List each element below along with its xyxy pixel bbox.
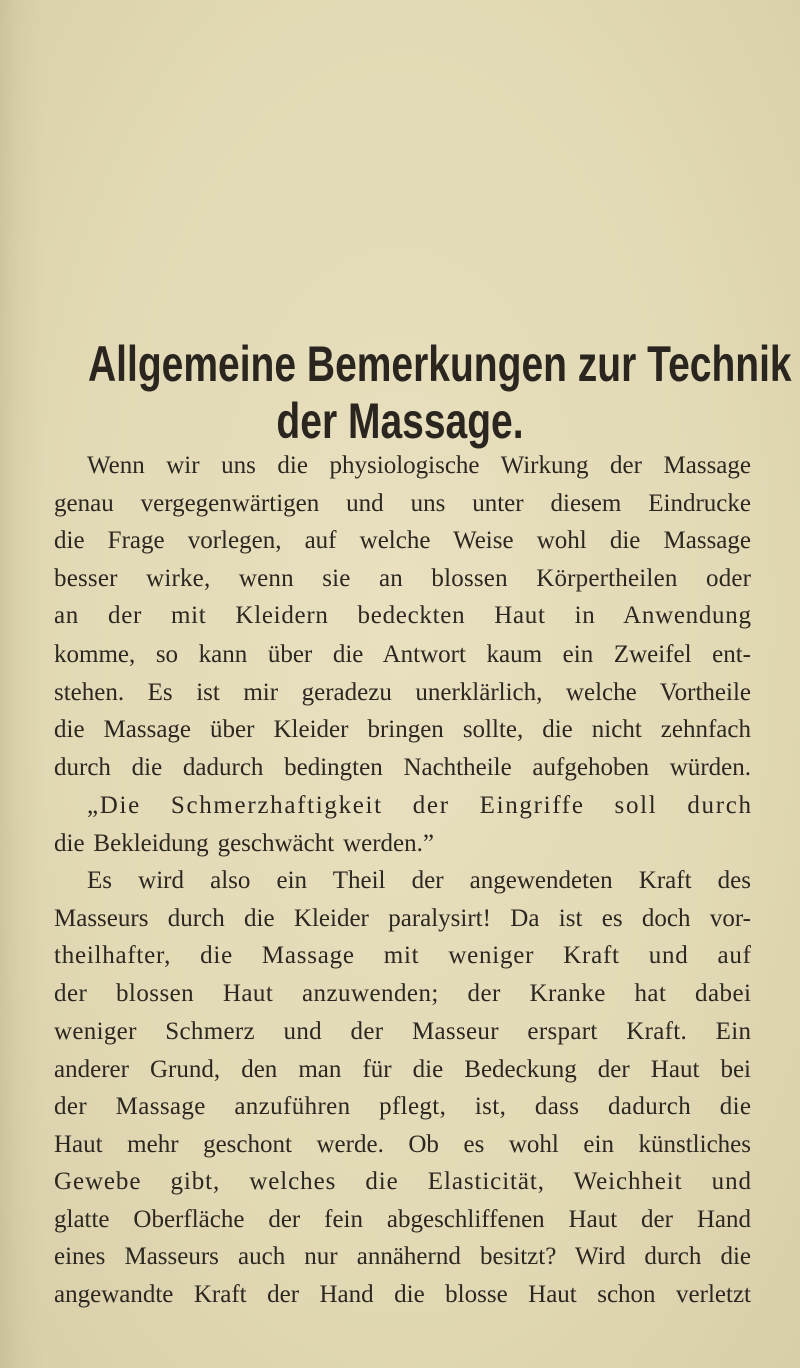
text-line-2: genau vergegenwärtigen und uns unter diesem Eindrucke [54, 490, 751, 517]
text-line-1: Wenn wir uns die physiologische Wirkung der Massage [87, 452, 751, 479]
text-line-6: komme, so kann über die Antwort kaum ein Zweifel ent- [54, 641, 751, 668]
text-line-23: angewandte Kraft der Hand die blosse Haut schon verletzt [54, 1281, 751, 1308]
text-line-14: theilhafter, die Massage mit weniger Kraft und auf [54, 942, 752, 969]
text-line-11: die Bekleidung geschwächt werden.” [54, 830, 434, 857]
text-line-18: der Massage anzuführen pflegt, ist, dass dadurch die [54, 1093, 752, 1120]
chapter-title-line-2: der Massage. [276, 393, 524, 449]
text-line-8: die Massage über Kleider bringen sollte, die nicht zehnfach [54, 716, 751, 743]
text-line-12: Es wird also ein Theil der angewendeten Kraft des [87, 867, 751, 894]
text-line-16: weniger Schmerz und der Masseur erspart Kraft. Ein [54, 1018, 752, 1045]
text-line-3: die Frage vorlegen, auf welche Weise wohl die Massage [54, 527, 751, 554]
text-line-17: anderer Grund, den man für die Bedeckung der Haut bei [54, 1056, 751, 1083]
chapter-title-line-1: Allgemeine Bemerkungen zur Technik [88, 336, 792, 392]
text-line-22: eines Masseurs auch nur annähernd besitzt? Wird durch die [54, 1243, 751, 1270]
text-line-15: der blossen Haut anzuwenden; der Kranke hat dabei [54, 980, 752, 1007]
text-line-4: besser wirke, wenn sie an blossen Körpertheilen oder [54, 565, 752, 592]
text-line-5: an der mit Kleidern bedeckten Haut in Anwendung [54, 602, 752, 629]
text-line-21: glatte Oberfläche der fein abgeschliffenen Haut der Hand [54, 1206, 751, 1233]
text-line-13: Masseurs durch die Kleider paralysirt! Da ist es doch vor- [54, 905, 751, 932]
text-line-9: durch die dadurch bedingten Nachtheile aufgehoben würden. [54, 754, 751, 781]
text-line-7: stehen. Es ist mir geradezu unerklärlich, welche Vortheile [54, 679, 751, 706]
text-line-19: Haut mehr geschont werde. Ob es wohl ein künstliches [54, 1131, 751, 1158]
text-line-20: Gewebe gibt, welches die Elasticität, Weichheit und [54, 1168, 752, 1195]
text-line-10: „Die Schmerzhaftigkeit der Eingriffe soll durch [87, 792, 753, 819]
